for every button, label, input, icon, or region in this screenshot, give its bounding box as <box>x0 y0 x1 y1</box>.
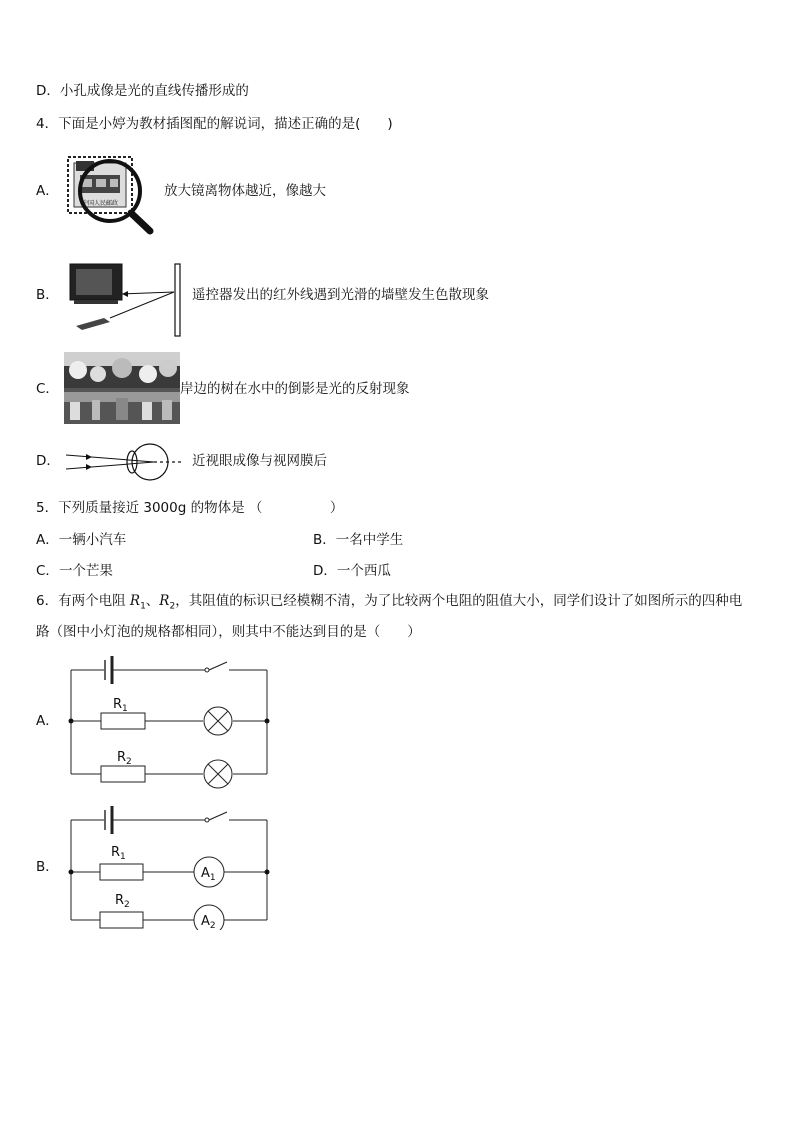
q6-stem-line1: 6．有两个电阻 $R_1$、$R_2$，其阻值的标识已经模糊不清，为了比较两个电阻的阻值大小，同学们设计了如图所示的四种电 <box>36 593 743 612</box>
label-r2: $R_2$ <box>115 893 130 910</box>
q5-option-d: D．一个西瓜 <box>313 563 391 579</box>
label-r2: $R_2$ <box>117 750 132 767</box>
switch-contact <box>205 668 209 672</box>
magnifier-stamp-figure <box>64 153 160 235</box>
q4-stem: 4．下面是小婷为教材插图配的解说词，描述正确的是( ) <box>36 116 393 132</box>
tv-remote-wall-figure <box>64 260 188 340</box>
q4-option-a-text: 放大镜离物体越近，像越大 <box>164 183 326 199</box>
q6-stem-line2: 路（图中小灯泡的规格都相同），则其中不能达到目的是（ ） <box>36 624 421 640</box>
switch-contact <box>205 818 209 822</box>
q4-option-c-text: 岸边的树在水中的倒影是光的反射现象 <box>180 381 410 397</box>
q4-option-d-letter: D． <box>36 453 60 469</box>
label-r1: $R_1$ <box>113 697 128 714</box>
q4-option-b-text: 遥控器发出的红外线遇到光滑的墙壁发生色散现象 <box>192 287 489 303</box>
lake-reflection-figure <box>64 352 180 424</box>
label-r1: $R_1$ <box>111 845 126 862</box>
myopia-eye-figure <box>64 443 188 481</box>
q6-option-b-letter: B． <box>36 859 59 875</box>
q4-option-a-letter: A． <box>36 183 59 199</box>
q5-option-b: B．一名中学生 <box>313 532 404 548</box>
q4-option-b-letter: B． <box>36 287 59 303</box>
ammeter-a2-label: $A_2$ <box>201 914 216 930</box>
circuit-a <box>64 654 276 790</box>
q4-option-c-letter: C． <box>36 381 59 397</box>
circuit-b <box>64 806 276 930</box>
q3-option-d: D．小孔成像是光的直线传播形成的 <box>36 83 249 99</box>
q5-option-c: C．一个芒果 <box>36 563 113 579</box>
q6-option-a-letter: A． <box>36 713 59 729</box>
q5-stem: 5．下列质量接近 3000g 的物体是 （ ） <box>36 500 344 516</box>
ammeter-a1-label: $A_1$ <box>201 866 216 883</box>
q4-option-d-text: 近视眼成像与视网膜后 <box>192 453 327 469</box>
stamp-text: 中国人民邮政 <box>82 200 119 207</box>
q5-option-a: A．一辆小汽车 <box>36 532 127 548</box>
